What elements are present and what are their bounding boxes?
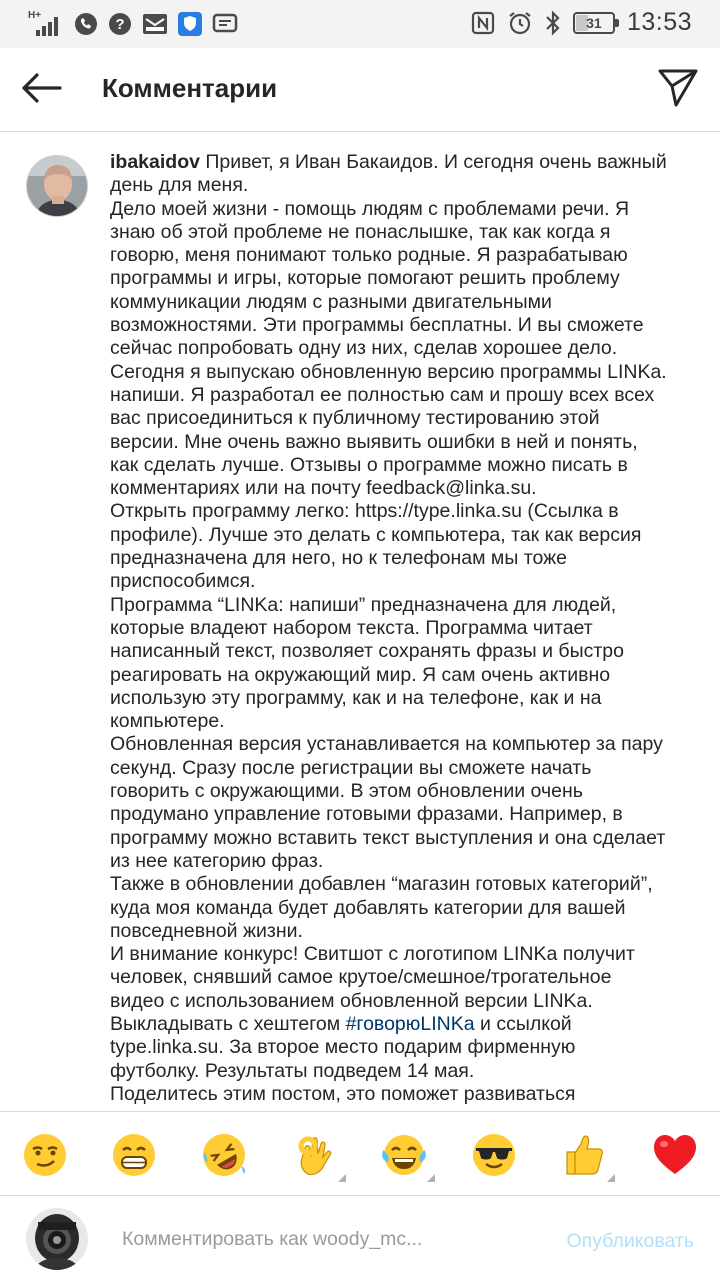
sunglasses-emoji[interactable]	[471, 1132, 517, 1178]
user-avatar[interactable]	[26, 1208, 88, 1270]
help-icon	[108, 12, 132, 36]
joy-emoji[interactable]	[381, 1132, 427, 1178]
mail-icon	[142, 13, 168, 35]
grin-emoji[interactable]	[111, 1132, 157, 1178]
status-left	[28, 10, 238, 38]
status-time: 13:53	[626, 8, 692, 36]
battery-icon	[573, 12, 615, 34]
thumbs-up-emoji[interactable]	[561, 1132, 607, 1178]
post-button[interactable]: Опубликовать	[566, 1230, 694, 1252]
rofl-emoji[interactable]	[201, 1132, 247, 1178]
red-heart-emoji[interactable]	[652, 1132, 698, 1178]
hashtag-link[interactable]: #говорюLINKa	[345, 1012, 475, 1035]
message-icon	[212, 13, 238, 35]
ok-hand-emoji[interactable]	[292, 1132, 338, 1178]
svg-text:?: ?	[115, 16, 125, 33]
comment-text-part2: и ссылкой type.linka.su. За второе место подарим фирменную футболку. Результаты подведем 14 мая. Поделитесь этим постом, это поможет развиваться	[110, 1012, 576, 1105]
smirk-emoji[interactable]	[22, 1132, 68, 1178]
arrow-left-icon	[20, 72, 62, 109]
comment-text-part1: Привет, я Иван Бакаидов. И сегодня очень важный день для меня. Дело моей жизни - помощь людям с проблемами речи. Я знаю об этой проблеме не понаслышке, так как когда я говорю, меня понимают только родные. Я разрабатываю программы и игры, которые помогают решить проблему коммуникации людям с разными двигательными возможностями. Эти программы бесплатны. И вы сможете сейчас попробовать одну из них, сделав хорошее дело. Сегодня я выпускаю обновленную версию программы LINKa. напиши. Я разработал ее полностью сам и прошу всех всех вас присоединиться к публичному тестированию этой версии. Мне очень важно выявить ошибки в ней и понять, как сделать лучше. Отзывы о программе можно писать в комментариях или на почту feedback@linka.su. Открыть программу легко: https://type.linka.su (Ссылка в профиле). Лучше это делать с компьютера, так как версия предназначена для него, но к телефонам мы тоже приспособимся. Программа “LINKa: напиши” предназначена для людей, которые владеют набором текста. Программа читает написанный текст, позволяет сохранять фразы и быстро реагировать на окружающий мир. Я сам очень активно использую эту программу, как и на телефоне, как и на компьютере. Обновленная версия устанавливается на компьютер за пару секунд. Сразу после регистрации вы сможете начать говорить с окружающими. В этом обновлении очень продумано управление готовыми фразами. Например, в программу можно вставить текст выступления и она сделает из нее категорию фраз. Также в обновлении добавлен “магазин готовых категорий”, куда моя команда будет добавлять категории для вашей повседневной жизни. И внимание конкурс! Свитшот с логотипом LINKa получит человек, снявший самое крутое/смешное/трогательное видео с использованием обновленной версии LINKa. Выкладывать с хештегом	[110, 151, 667, 1035]
comment-input[interactable]	[122, 1224, 452, 1254]
back-button[interactable]	[18, 68, 64, 112]
page-title: Комментарии	[102, 73, 278, 103]
status-bar	[0, 0, 720, 48]
phone-icon	[74, 12, 98, 36]
comment-text	[110, 151, 670, 1106]
caption-comment	[0, 133, 720, 1111]
alarm-icon	[507, 10, 533, 36]
comment-username[interactable]: ibakaidov	[110, 151, 200, 173]
signal-icon	[28, 10, 64, 38]
avatar[interactable]	[26, 155, 88, 217]
battery-level: 31	[586, 14, 602, 31]
comment-composer	[0, 1195, 720, 1280]
bluetooth-icon	[545, 10, 561, 36]
emoji-quick-bar	[0, 1111, 720, 1195]
comments-header	[0, 48, 720, 132]
status-right	[471, 8, 692, 37]
paper-plane-icon	[657, 68, 699, 113]
shield-icon	[178, 12, 202, 36]
network-type: H+	[28, 10, 42, 21]
share-button[interactable]	[654, 66, 702, 114]
nfc-icon	[471, 11, 495, 35]
